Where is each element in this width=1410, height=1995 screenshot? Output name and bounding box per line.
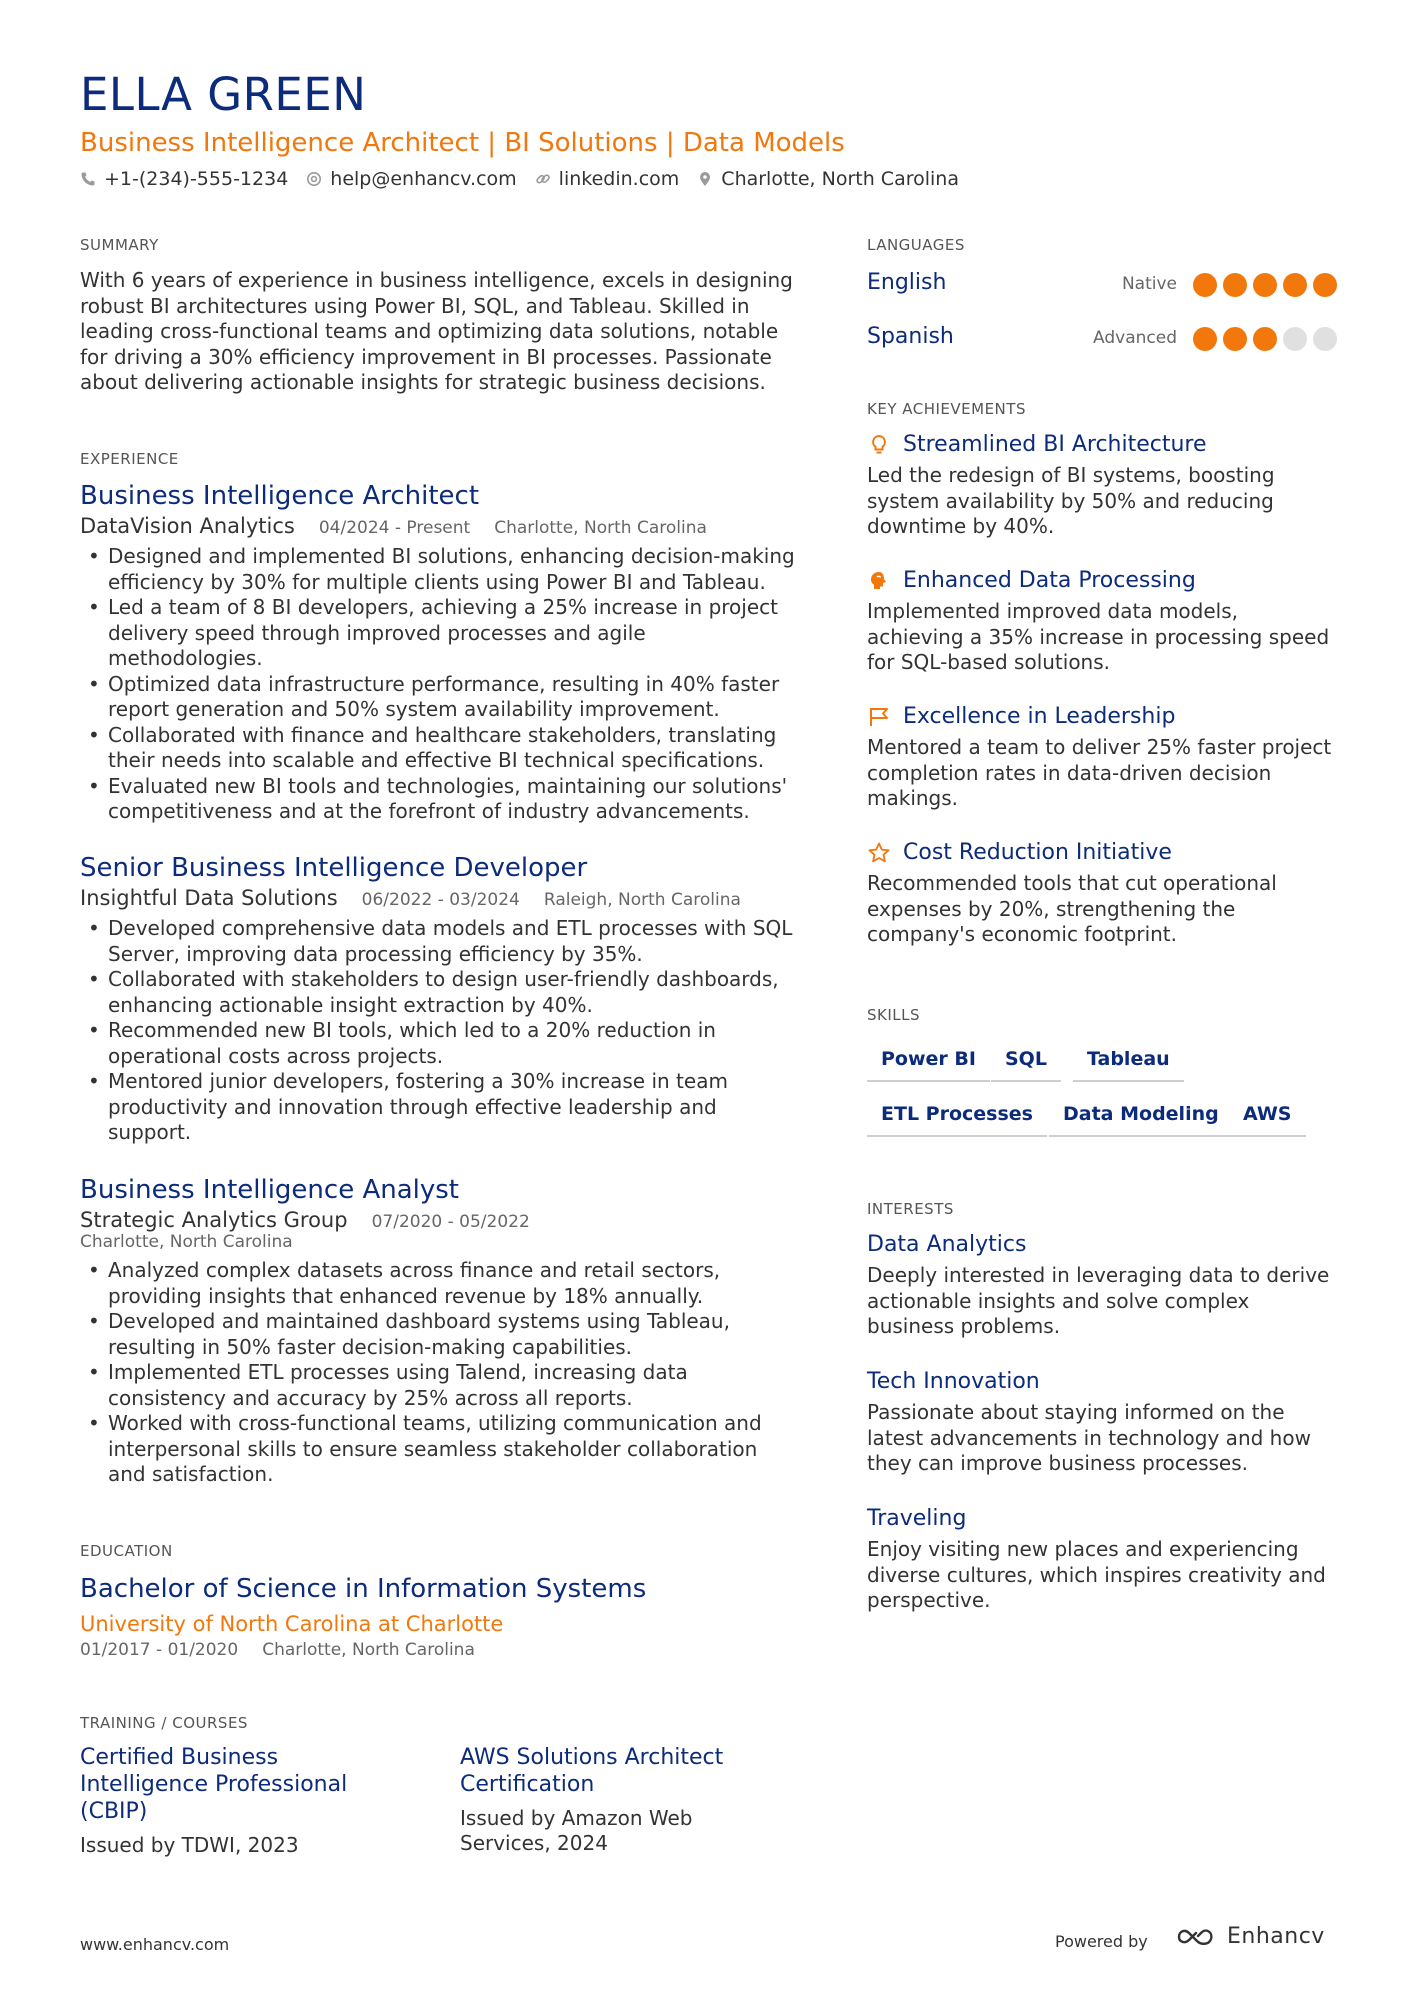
job-bullets <box>80 916 800 1146</box>
experience-heading: EXPERIENCE <box>80 450 179 468</box>
job-role: Business Intelligence Architect <box>80 481 480 511</box>
course-item <box>80 1744 410 1858</box>
job-bullet: • Led a team of 8 BI developers, achieving a 25% increase in project delivery speed through improved processes and agile methodologies. <box>80 595 800 672</box>
job-role: Senior Business Intelligence Developer <box>80 853 588 883</box>
summary-text: With 6 years of experience in business intelligence, excels in designing robust BI architectures using Power BI, SQL, and Tableau. Skilled in leading cross-functional teams and optimizing data solutions, notable for driving a 30% efficiency improvement in BI processes. Passionate about delivering actionable insights for strategic business decisions. <box>80 268 793 394</box>
job-company: DataVision Analytics <box>80 514 295 538</box>
candidate-title: Business Intelligence Architect | BI Solutions | Data Models <box>80 128 845 158</box>
achievement-item <box>867 432 1337 540</box>
job-bullets <box>80 544 800 825</box>
achievement-desc: Implemented improved data models, achieving a 35% increase in processing speed for SQL-based solutions. <box>867 599 1330 674</box>
job-bullet: • Evaluated new BI tools and technologies, maintaining our solutions' competitiveness and at the forefront of industry advancements. <box>80 774 800 825</box>
skill-tag: Tableau <box>1073 1048 1184 1082</box>
education-date: 01/2017 - 01/2020 <box>80 1640 239 1660</box>
contact-location-text: Charlotte, North Carolina <box>721 168 959 190</box>
job-bullet: • Collaborated with finance and healthcare stakeholders, translating their needs into scalable and effective BI technical specifications. <box>80 723 800 774</box>
rating-dot <box>1193 327 1217 351</box>
skill-tag: AWS <box>1229 1103 1306 1137</box>
language-level: Native <box>1121 274 1177 294</box>
job-date: 04/2024 - Present <box>318 518 471 538</box>
job-bullet: • Developed and maintained dashboard systems using Tableau, resulting in 50% faster decision-making capabilities. <box>80 1309 800 1360</box>
contact-linkedin-text: linkedin.com <box>558 168 680 190</box>
skill-tag: ETL Processes <box>867 1103 1047 1137</box>
language-rating <box>1193 273 1337 297</box>
job-bullet: • Worked with cross-functional teams, utilizing communication and interpersonal skills to ensure seamless stakeholder collaboration and satisfaction. <box>80 1411 800 1488</box>
job-bullet: • Recommended new BI tools, which led to a 20% reduction in operational costs across projects. <box>80 1018 800 1069</box>
summary-heading: SUMMARY <box>80 236 159 254</box>
enhancv-logo[interactable] <box>1175 1924 1325 1949</box>
interest-title: Data Analytics <box>867 1232 1027 1257</box>
job-company: Insightful Data Solutions <box>80 886 338 910</box>
contact-linkedin[interactable] <box>535 168 680 190</box>
flag-icon <box>867 705 891 729</box>
contact-phone-text: +1-(234)-555-1234 <box>104 168 289 190</box>
experience-item <box>80 480 800 825</box>
job-bullet: • Collaborated with stakeholders to design user-friendly dashboards, enhancing actionable insight extraction by 40%. <box>80 967 800 1018</box>
enhancv-brand-text: Enhancv <box>1227 1924 1325 1949</box>
interest-item <box>867 1506 1337 1614</box>
star-icon <box>867 841 891 865</box>
experience-item <box>80 852 800 1146</box>
experience-item <box>80 1174 800 1488</box>
rating-dot <box>1283 273 1307 297</box>
achievement-item <box>867 568 1337 676</box>
phone-icon <box>80 171 96 187</box>
job-date: 06/2022 - 03/2024 <box>361 890 520 910</box>
lightbulb-icon <box>867 433 891 457</box>
brain-icon <box>867 569 891 593</box>
achievement-title: Cost Reduction Initiative <box>903 840 1172 865</box>
job-location: Raleigh, North Carolina <box>543 890 741 910</box>
skills-list <box>867 1048 1337 1158</box>
rating-dot <box>1283 327 1307 351</box>
contact-email-text: help@enhancv.com <box>330 168 517 190</box>
education-section <box>80 1542 800 1660</box>
language-level: Advanced <box>1093 328 1177 348</box>
achievement-item <box>867 840 1337 948</box>
job-role: Business Intelligence Analyst <box>80 1175 460 1205</box>
interest-title: Tech Innovation <box>867 1369 1040 1394</box>
job-bullet: • Analyzed complex datasets across finance and retail sectors, providing insights that enhanced revenue by 18% annually. <box>80 1258 800 1309</box>
contact-email[interactable] <box>306 168 516 190</box>
rating-dot <box>1313 327 1337 351</box>
language-name: Spanish <box>867 324 954 349</box>
training-heading: TRAINING / COURSES <box>80 1714 248 1732</box>
language-rating <box>1193 327 1337 351</box>
education-location: Charlotte, North Carolina <box>262 1640 475 1660</box>
rating-dot <box>1223 327 1247 351</box>
achievement-title: Excellence in Leadership <box>903 704 1176 729</box>
job-bullet: • Optimized data infrastructure performance, resulting in 40% faster report generation and 50% system availability improvement. <box>80 672 800 723</box>
course-title: Certified Business Intelligence Professional (CBIP) <box>80 1745 348 1824</box>
achievement-desc: Mentored a team to deliver 25% faster project completion rates in data-driven decision makings. <box>867 735 1332 810</box>
rating-dot <box>1313 273 1337 297</box>
job-bullet: • Mentored junior developers, fostering a 30% increase in team productivity and innovation through effective leadership and support. <box>80 1069 800 1146</box>
rating-dot <box>1223 273 1247 297</box>
contact-bar <box>80 168 959 190</box>
interest-desc: Passionate about staying informed on the latest advancements in technology and how they can improve business processes. <box>867 1400 1311 1475</box>
job-bullet: • Designed and implemented BI solutions, enhancing decision-making efficiency by 30% for multiple clients using Power BI and Tableau. <box>80 544 800 595</box>
course-title: AWS Solutions Architect Certification <box>460 1745 724 1797</box>
achievement-item <box>867 704 1337 812</box>
job-location: Charlotte, North Carolina <box>80 1232 293 1252</box>
interests-heading: INTERESTS <box>867 1200 954 1218</box>
achievement-title: Streamlined BI Architecture <box>903 432 1207 457</box>
job-bullet: • Developed comprehensive data models and ETL processes with SQL Server, improving data processing efficiency by 35%. <box>80 916 800 967</box>
course-issuer: Issued by TDWI, 2023 <box>80 1833 299 1857</box>
education-heading: EDUCATION <box>80 1542 173 1560</box>
course-item <box>460 1744 760 1856</box>
job-bullets <box>80 1258 800 1488</box>
achievement-desc: Led the redesign of BI systems, boosting system availability by 50% and reducing downtime by 40%. <box>867 463 1275 538</box>
achievements-heading: KEY ACHIEVEMENTS <box>867 400 1026 418</box>
link-icon <box>535 171 551 187</box>
job-date: 07/2020 - 05/2022 <box>371 1212 530 1232</box>
rating-dot <box>1253 327 1277 351</box>
interest-item <box>867 1232 1337 1340</box>
education-degree: Bachelor of Science in Information Systems <box>80 1574 647 1604</box>
skill-tag: SQL <box>991 1048 1061 1082</box>
education-school: University of North Carolina at Charlotte <box>80 1612 504 1636</box>
skill-tag: Data Modeling <box>1049 1103 1233 1137</box>
candidate-name: ELLA GREEN <box>80 68 367 121</box>
achievement-desc: Recommended tools that cut operational expenses by 20%, strengthening the company's economic footprint. <box>867 871 1277 946</box>
interest-desc: Enjoy visiting new places and experiencing diverse cultures, which inspires creativity and perspective. <box>867 1537 1326 1612</box>
footer-url[interactable]: www.enhancv.com <box>80 1935 230 1954</box>
contact-phone <box>80 168 288 190</box>
enhancv-logo-icon <box>1175 1925 1219 1949</box>
language-name: English <box>867 270 947 295</box>
at-icon <box>306 171 322 187</box>
course-issuer: Issued by Amazon Web Services, 2024 <box>460 1806 693 1855</box>
skills-heading: SKILLS <box>867 1006 921 1024</box>
skill-tag: Power BI <box>867 1048 990 1082</box>
contact-location <box>697 168 959 190</box>
summary-section <box>80 236 800 396</box>
language-row <box>867 324 1337 354</box>
rating-dot <box>1253 273 1277 297</box>
interest-item <box>867 1369 1337 1477</box>
location-icon <box>697 171 713 187</box>
rating-dot <box>1193 273 1217 297</box>
achievement-title: Enhanced Data Processing <box>903 568 1196 593</box>
job-company: Strategic Analytics Group <box>80 1208 348 1232</box>
language-row <box>867 270 1337 300</box>
job-location: Charlotte, North Carolina <box>494 518 707 538</box>
interest-title: Traveling <box>867 1506 967 1531</box>
job-bullet: • Implemented ETL processes using Talend, increasing data consistency and accuracy by 25% across all reports. <box>80 1360 800 1411</box>
footer-powered-by: Powered by <box>1055 1932 1148 1951</box>
languages-heading: LANGUAGES <box>867 236 965 254</box>
interest-desc: Deeply interested in leveraging data to derive actionable insights and solve complex business problems. <box>867 1263 1330 1338</box>
